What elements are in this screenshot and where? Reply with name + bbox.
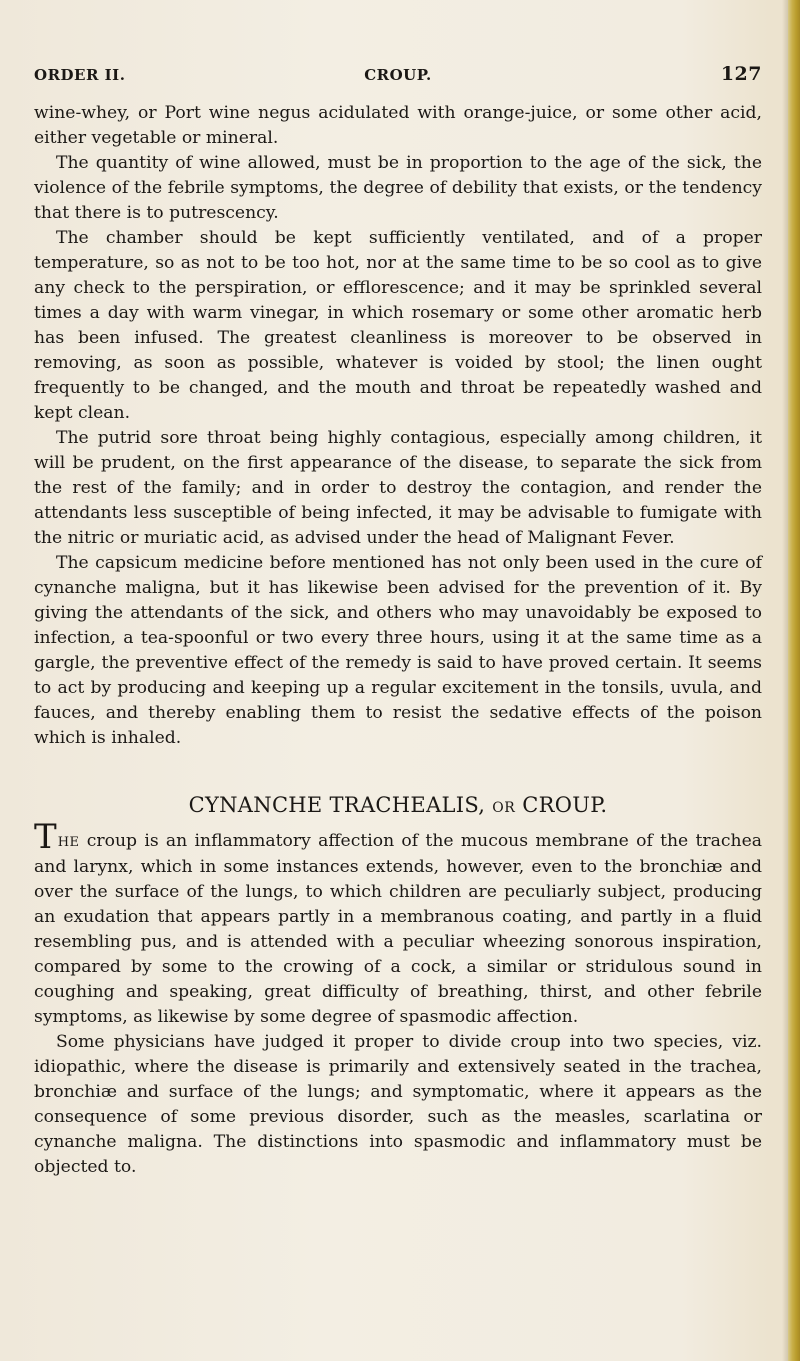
page-number: 127 bbox=[720, 63, 762, 85]
drop-cap: T bbox=[34, 817, 57, 857]
section-heading-subtitle: CROUP. bbox=[522, 793, 608, 817]
body-text-croup bbox=[34, 817, 762, 1180]
section-heading-title: CYNANCHE TRACHEALIS, bbox=[188, 793, 486, 817]
gilt-page-edge bbox=[788, 0, 800, 1361]
paragraph-4: The putrid sore throat being highly contagious, especially among children, it will be prudent, on the first appearance of the disease, to separate the sick from the rest of the family; and in order to destroy the contagion, and render the attendants less susceptible of being infected, it may be advisable to fumigate with the nitric or muriatic acid, as advised under the head of Malignant Fever. bbox=[34, 428, 762, 548]
paragraph-2: The quantity of wine allowed, must be in proportion to the age of the sick, the violence of the febrile symptoms, the degree of debility that exists, or the tendency that there is to putrescency. bbox=[34, 153, 762, 223]
croup-paragraph-2: Some physicians have judged it proper to divide croup into two species, viz. idiopathic, where the disease is primarily and extensively seated in the trachea, bronchiæ and surface of the lungs; and symptomatic, where it appears as the consequence of some previous disorder, such as the measles, scarlatina or cynanche maligna. The distinctions into spasmodic and inflammatory must be objected to. bbox=[34, 1032, 762, 1177]
running-head-order: ORDER II. bbox=[34, 66, 126, 84]
running-head-title: CROUP. bbox=[364, 66, 432, 84]
croup-paragraph-1-body: croup is an inflammatory affection of the mucous membrane of the trachea and larynx, which in some instances extends, however, even to the bronchiæ and over the surface of the lungs, to which children are peculiarly subject, producing an exudation that appears partly in a membranous coating, and partly in a fluid resembling pus, and is attended with a peculiar wheezing sonorous inspiration, compared by some to the crowing of a cock, a similar or stridulous sound in coughing and speaking, great difficulty of breathing, thirst, and other febrile symptoms, as likewise by some degree of spasmodic affection. bbox=[34, 831, 762, 1027]
section-heading bbox=[34, 793, 762, 817]
running-head bbox=[34, 63, 762, 90]
paragraph-5: The capsicum medicine before mentioned has not only been used in the cure of cynanche maligna, but it has likewise been advised for the prevention of it. By giving the attendants of the sick, and others who may unavoidably be exposed to infection, a tea-spoonful or two every three hours, using it at the same time as a gargle, the preventive effect of the remedy is said to have proved certain. It seems to act by producing and keeping up a regular excitement in the tonsils, uvula, and fauces, and thereby enabling them to resist the sedative effects of the poison which is inhaled. bbox=[34, 553, 762, 748]
paragraph-1: wine-whey, or Port wine negus acidulated with orange-juice, or some other acid, either vegetable or mineral. bbox=[34, 103, 762, 148]
first-word-rest: HE bbox=[57, 835, 80, 850]
paragraph-3: The chamber should be kept sufficiently ventilated, and of a proper temperature, so as not to be too hot, nor at the same time to be so cool as to give any check to the perspiration, or efflorescence; and it may be sprinkled several times a day with warm vinegar, in which rosemary or some other aromatic herb has been infused. The greatest cleanliness is moreover to be observed in removing, as soon as possible, whatever is voided by stool; the linen ought frequently to be changed, and the mouth and throat be repeatedly washed and kept clean. bbox=[34, 228, 762, 423]
section-heading-connector: OR bbox=[492, 800, 516, 816]
croup-paragraph-1 bbox=[34, 817, 762, 1030]
body-text-top bbox=[34, 101, 762, 751]
